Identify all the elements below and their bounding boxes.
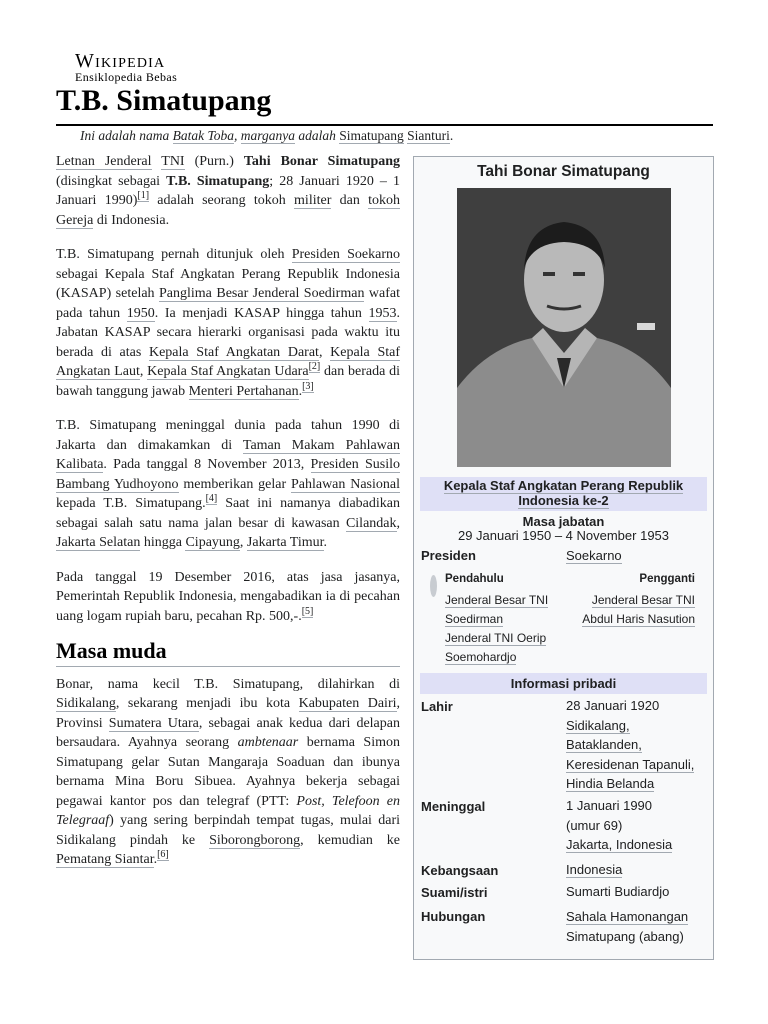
link-successor[interactable]: Abdul Haris Nasution <box>582 612 695 626</box>
link-bataklanden[interactable]: Bataklanden, <box>566 737 642 752</box>
intro-paragraph-3 <box>56 416 400 553</box>
text: (disingkat sebagai <box>56 173 167 189</box>
intro-paragraph-2 <box>56 245 400 401</box>
link-ksad[interactable]: Kepala Staf Angkatan Darat <box>148 344 319 360</box>
citation-3[interactable]: [3] <box>302 380 314 392</box>
infobox <box>413 156 714 960</box>
text: , Provinsi <box>56 696 400 731</box>
text: ; 28 Januari 1920 – 1 Januari 1990) <box>56 173 400 208</box>
section-heading-masa-muda: Masa muda <box>56 641 400 667</box>
text: . <box>323 535 328 550</box>
text: , <box>239 535 247 550</box>
logo-tagline: Ensiklopedia Bebas <box>75 70 178 84</box>
link-tokoh-gereja[interactable]: tokoh Gereja <box>56 193 401 228</box>
text: , kemudian ke <box>300 832 401 848</box>
relation-note: Simatupang (abang) <box>566 928 684 944</box>
link-siborongborong[interactable]: Siborongborong <box>209 832 301 848</box>
link-batak-toba[interactable]: Batak Toba <box>172 128 235 143</box>
text: T.B. Simatupang meninggal dunia pada tahun 1990 di Jakarta dan dimakamkan di <box>56 418 400 453</box>
link-indonesia[interactable]: Indonesia <box>566 862 623 877</box>
predecessor-list <box>445 591 548 667</box>
text: T.B. Simatupang pernah ditunjuk oleh <box>56 247 292 262</box>
text: , sebagai anak kedua dari delapan bersaudara. Ayahnya seorang <box>56 715 400 750</box>
logo-wordmark: Wikipedia <box>75 50 166 72</box>
text: kepada T.B. Simatupang. <box>56 496 206 511</box>
text: Pada tanggal 19 Desember 2016, atas jasa jasanya, Pemerintah Republik Indonesia, mengabadikan ia di pecahan uang logam rupiah baru, pecahan Rp. 500,-. <box>56 569 400 624</box>
born-date: 28 Januari 1920 <box>566 698 660 713</box>
link-simatupang[interactable]: Simatupang <box>339 128 404 143</box>
text: hingga <box>140 535 186 550</box>
link-sumatera-utara[interactable]: Sumatera Utara <box>108 715 199 731</box>
link-jakarta-timur[interactable]: Jakarta Timur <box>246 535 324 550</box>
text: dan berada di bawah tanggung jawab <box>56 364 400 399</box>
link-1950[interactable]: 1950 <box>126 305 155 321</box>
link-predecessor[interactable]: Jenderal TNI Oerip <box>445 631 547 645</box>
born-label: Lahir <box>421 699 453 714</box>
link-predecessor[interactable]: Soedirman <box>445 612 504 626</box>
link-cipayung[interactable]: Cipayung <box>185 535 240 550</box>
hatnote-text: Ini adalah nama <box>80 128 173 143</box>
text: . Ia menjadi KASAP hingga tahun <box>154 305 369 321</box>
link-tmp-kalibata[interactable]: Taman Makam Pahlawan Kalibata <box>56 437 400 472</box>
text: . <box>153 852 158 867</box>
link-cilandak[interactable]: Cilandak <box>345 515 397 531</box>
link-pahlawan-nasional[interactable]: Pahlawan Nasional <box>290 476 400 492</box>
bold-name: Tahi Bonar Simatupang <box>243 154 401 169</box>
intro-paragraph-1 <box>56 152 400 230</box>
text: bernama Simon Simatupang gelar Sutan Mangaraja Soaduan dan ibunya bernama Mina Boru Sibuea. Ayahnya bekerja sebagai pegawai kantor pos dan telegraf (PTT: <box>56 735 400 809</box>
link-office[interactable]: Kepala Staf Angkatan Perang Republik Indonesia ke-2 <box>443 478 684 508</box>
link-predecessor[interactable]: Jenderal Besar TNI <box>445 593 549 607</box>
text: . Jabatan KASAP secara hierarki organisasi pada waktu itu berada di atas <box>56 305 400 360</box>
text: (Purn.) <box>184 154 244 169</box>
bold-short-name: T.B. Simatupang <box>166 173 270 189</box>
hatnote <box>80 127 453 145</box>
text: , <box>318 344 331 360</box>
link-menteri-pertahanan[interactable]: Menteri Pertahanan <box>188 383 299 399</box>
link-sidikalang-box[interactable]: Sidikalang, <box>566 717 630 733</box>
link-sidikalang[interactable]: Sidikalang <box>56 696 116 711</box>
died-value <box>566 796 672 855</box>
died-age: (umur 69) <box>566 817 623 833</box>
link-soekarno[interactable]: Soekarno <box>566 548 622 563</box>
link-presiden-sby[interactable]: Presiden Susilo Bambang Yudhoyono <box>56 457 400 492</box>
nationality-label: Kebangsaan <box>421 863 499 878</box>
infobox-name: Tahi Bonar Simatupang <box>477 163 650 180</box>
text: , <box>396 515 400 531</box>
died-label: Meninggal <box>421 799 486 814</box>
spouse-label: Suami/istri <box>421 885 488 900</box>
nationality-value <box>566 860 622 880</box>
article-body <box>56 152 400 885</box>
text: ) yang sering berpindah tempat tugas, mulai dari Sidikalang pindah ke <box>56 813 400 848</box>
link-letnan-jenderal[interactable]: Letnan Jenderal <box>56 154 152 169</box>
link-keresidenan-tapanuli[interactable]: Keresidenan Tapanuli, <box>566 756 695 772</box>
link-tni[interactable]: TNI <box>161 154 185 169</box>
president-value <box>566 546 622 566</box>
link-jakarta-selatan[interactable]: Jakarta Selatan <box>56 535 141 550</box>
portrait-photo[interactable] <box>457 188 671 467</box>
text: Saat ini namanya diabadikan sebagai salah satu nama jalan besar di kawasan <box>56 496 400 531</box>
born-value <box>566 696 694 794</box>
link-successor[interactable]: Jenderal Besar TNI <box>591 593 695 607</box>
hatnote-text: , <box>234 128 241 143</box>
successor-label: Pengganti <box>639 573 695 585</box>
link-ksau[interactable]: Kepala Staf Angkatan Udara <box>147 364 309 379</box>
section-paragraph-1 <box>56 675 400 870</box>
text: di Indonesia. <box>93 212 170 228</box>
died-date: 1 Januari 1990 <box>566 798 653 813</box>
link-panglima-besar[interactable]: Panglima Besar Jenderal Soedirman <box>159 286 365 301</box>
wikipedia-logo[interactable] <box>75 50 177 85</box>
text: wafat pada tahun <box>56 286 400 321</box>
text: , sekarang menjadi ibu kota <box>115 696 299 711</box>
hatnote-text: . <box>449 128 454 143</box>
personal-info-header: Informasi pribadi <box>420 673 707 694</box>
text: memberikan gelar <box>178 476 291 492</box>
link-sahala[interactable]: Sahala Hamonangan <box>566 909 689 924</box>
link-sianturi[interactable]: Sianturi <box>407 128 450 143</box>
term-value: 29 Januari 1950 – 4 November 1953 <box>457 528 670 543</box>
link-militer[interactable]: militer <box>294 193 332 208</box>
spouse-value: Sumarti Budiardjo <box>566 884 670 899</box>
citation-2[interactable]: [2] <box>308 361 321 372</box>
intro-paragraph-4 <box>56 568 400 627</box>
successor-list <box>582 591 695 629</box>
text: dan <box>331 193 369 208</box>
link-jakarta-indonesia[interactable]: Jakarta, Indonesia <box>566 837 673 852</box>
text: adalah seorang tokoh <box>149 193 295 208</box>
citation-1[interactable]: [1] <box>137 190 150 201</box>
term-label: Masa jabatan <box>522 514 605 529</box>
italic-term: ambtenaar <box>237 735 299 750</box>
link-kabupaten-dairi[interactable]: Kabupaten Dairi <box>298 696 397 711</box>
link-hindia-belanda[interactable]: Hindia Belanda <box>566 776 655 791</box>
citation-5[interactable]: [5] <box>301 605 314 617</box>
link-pematang-siantar[interactable]: Pematang Siantar <box>56 852 154 867</box>
relations-label: Hubungan <box>421 909 486 924</box>
citation-4[interactable]: [4] <box>205 493 218 504</box>
hatnote-text: adalah <box>295 128 340 143</box>
page-title: T.B. Simatupang <box>56 84 272 117</box>
link-predecessor[interactable]: Soemohardjo <box>445 650 517 664</box>
link-marganya[interactable]: marganya <box>240 128 296 143</box>
predecessor-label: Pendahulu <box>445 573 504 585</box>
title-divider <box>56 124 713 126</box>
office-title[interactable] <box>420 477 707 511</box>
president-label: Presiden <box>421 548 476 563</box>
text: sebagai Kepala Staf Angkatan Perang Republik Indonesia (KASAP) setelah <box>56 266 400 301</box>
text: , <box>139 364 148 379</box>
italic-term: Post, Telefoon en Telegraaf <box>56 793 400 828</box>
link-1953[interactable]: 1953 <box>368 305 397 321</box>
chevron-left-icon <box>430 575 437 597</box>
link-ksal[interactable]: Kepala Staf Angkatan Laut <box>56 344 400 379</box>
link-presiden-soekarno[interactable]: Presiden Soekarno <box>291 247 400 262</box>
text: Bonar, nama kecil T.B. Simatupang, dilahirkan di <box>56 676 400 692</box>
text: . Pada tanggal 8 November 2013, <box>103 457 311 472</box>
relations-value <box>566 907 688 946</box>
citation-6[interactable]: [6] <box>157 849 169 860</box>
text: . <box>298 383 303 399</box>
